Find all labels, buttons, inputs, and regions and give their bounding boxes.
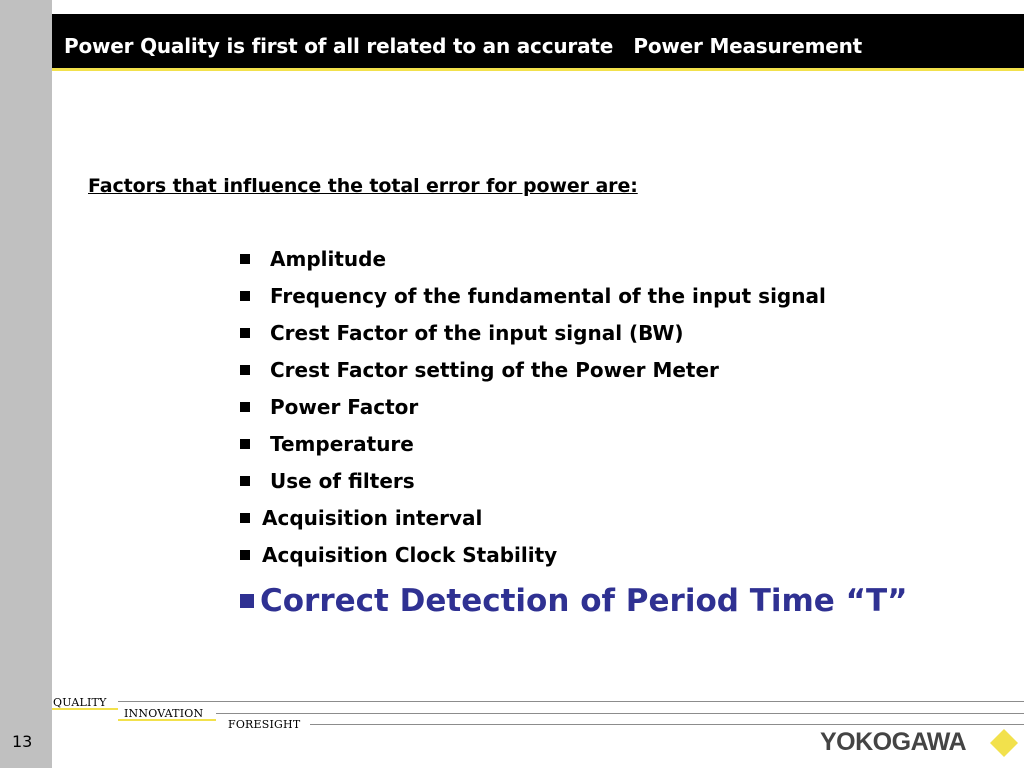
list-item-label: Use of filters xyxy=(270,468,415,493)
highlight-item-label: Correct Detection of Period Time “T” xyxy=(260,583,908,619)
slide-title: Power Quality is first of all related to an accurate Power Measurement xyxy=(64,34,862,58)
square-bullet-icon xyxy=(240,513,250,523)
list-item-label: Frequency of the fundamental of the input signal xyxy=(270,283,826,308)
list-item xyxy=(238,536,908,573)
list-item-label: Crest Factor setting of the Power Meter xyxy=(270,357,719,382)
list-item xyxy=(238,351,908,388)
page-number: 13 xyxy=(12,732,33,751)
square-bullet-icon xyxy=(240,476,250,486)
list-item-label: Acquisition Clock Stability xyxy=(262,542,558,567)
factor-list xyxy=(238,240,908,629)
square-bullet-icon xyxy=(240,550,250,560)
list-item-label: Crest Factor of the input signal (BW) xyxy=(270,320,684,345)
square-bullet-icon xyxy=(240,328,250,338)
section-heading: Factors that influence the total error for power are: xyxy=(88,175,638,197)
footer-rule xyxy=(118,701,1024,702)
brand-logo-text: YOKOGAWA xyxy=(820,728,967,756)
left-sidebar-band xyxy=(0,0,52,768)
footer-rule xyxy=(310,724,1024,725)
list-item xyxy=(238,314,908,351)
list-item-label: Acquisition interval xyxy=(262,505,483,530)
list-item-label: Temperature xyxy=(270,431,414,456)
list-item xyxy=(238,462,908,499)
title-underline xyxy=(52,68,1024,71)
square-bullet-icon xyxy=(240,402,250,412)
list-item xyxy=(238,499,908,536)
footer-word-quality: QUALITY xyxy=(53,696,107,709)
square-bullet-icon xyxy=(240,254,250,264)
list-item xyxy=(238,240,908,277)
square-bullet-icon xyxy=(240,594,254,608)
list-item-label: Amplitude xyxy=(270,246,387,271)
square-bullet-icon xyxy=(240,365,250,375)
footer-rule xyxy=(216,713,1024,714)
highlight-list-item xyxy=(238,573,908,629)
list-item xyxy=(238,425,908,462)
square-bullet-icon xyxy=(240,439,250,449)
square-bullet-icon xyxy=(240,291,250,301)
list-item xyxy=(238,388,908,425)
footer-word-foresight: FORESIGHT xyxy=(228,718,301,731)
footer-word-innovation: INNOVATION xyxy=(124,707,204,720)
list-item xyxy=(238,277,908,314)
yellow-diamond-icon xyxy=(990,729,1018,757)
list-item-label: Power Factor xyxy=(270,394,419,419)
